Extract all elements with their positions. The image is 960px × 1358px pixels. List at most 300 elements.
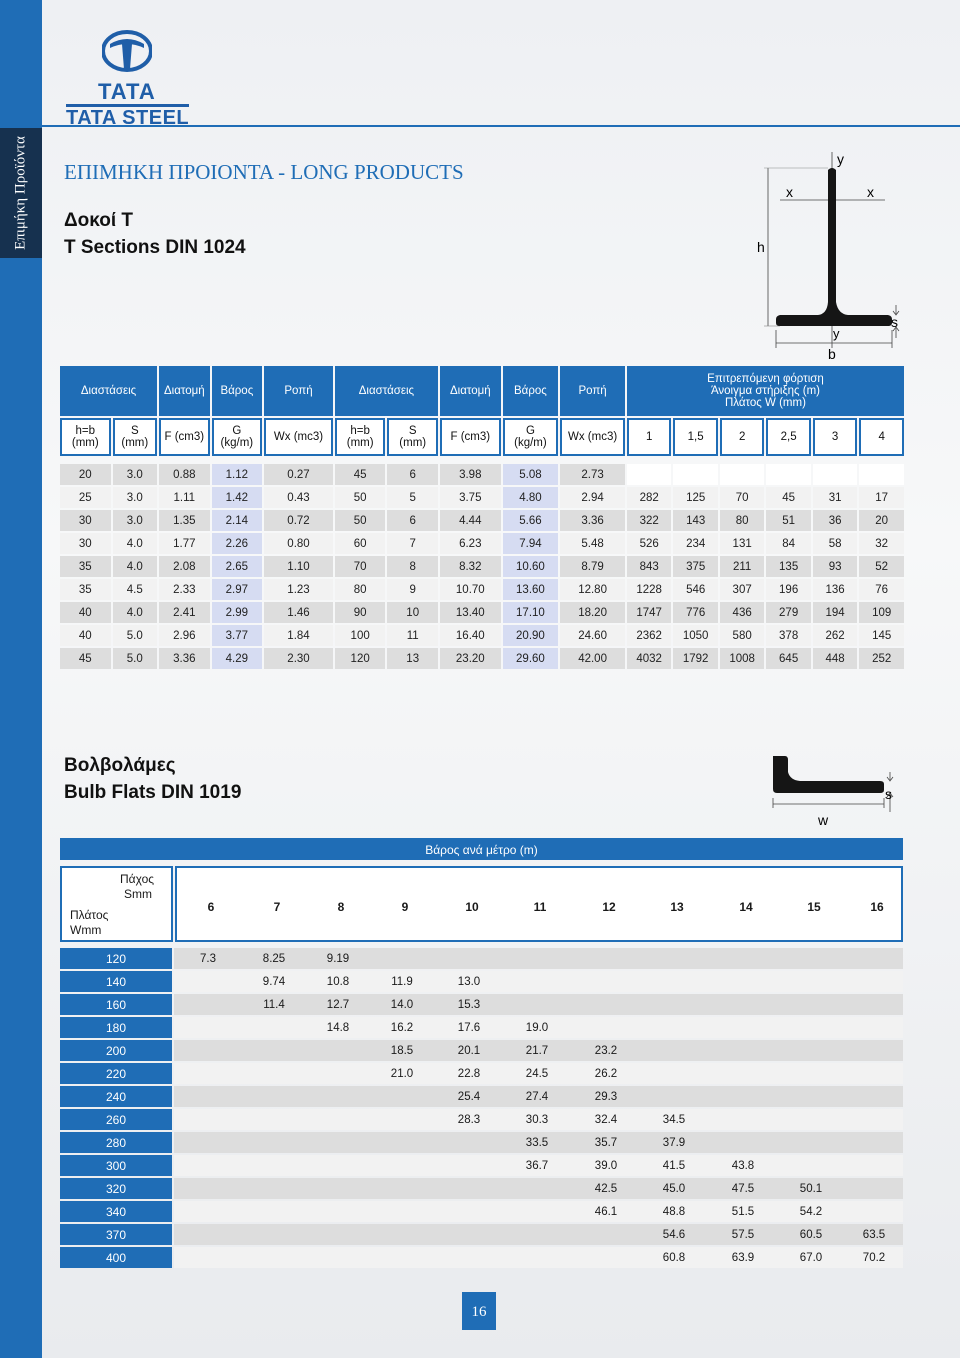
table-cell: 3.36 xyxy=(159,648,210,669)
weight-value: 13.0 xyxy=(457,976,481,988)
table-cell: 6 xyxy=(387,464,438,485)
column-header-line: Wx (mc3) xyxy=(567,431,618,443)
table-cell: 5.0 xyxy=(113,625,157,646)
table-cell: 17 xyxy=(859,487,904,508)
corner-width-unit: Wmm xyxy=(70,923,102,937)
table-cell: 0.43 xyxy=(264,487,333,508)
table-cell: 136 xyxy=(813,579,857,600)
table-cell: 448 xyxy=(813,648,857,669)
thickness-header: 8 xyxy=(337,900,345,914)
table-cell xyxy=(627,464,671,485)
table-cell: 36 xyxy=(813,510,857,531)
row-width: 240 xyxy=(60,1086,172,1107)
list-item xyxy=(60,1109,903,1130)
table-cell: 29.60 xyxy=(503,648,559,669)
table-cell: 70 xyxy=(720,487,764,508)
table-cell: 4032 xyxy=(627,648,671,669)
table-cell: 1050 xyxy=(673,625,717,646)
table-cell: 5 xyxy=(387,487,438,508)
table-cell: 60 xyxy=(335,533,386,554)
table-cell: 40 xyxy=(60,602,111,623)
weight-value: 9.74 xyxy=(262,976,286,988)
list-item xyxy=(60,948,903,969)
column-header xyxy=(264,418,333,456)
bulb-corner-cell xyxy=(60,866,173,942)
table-cell: 8 xyxy=(387,556,438,577)
diagram-x-left: x xyxy=(786,184,793,200)
table-cell xyxy=(859,464,904,485)
corner-bottom xyxy=(70,908,108,938)
column-header xyxy=(387,418,438,456)
table-cell: 0.88 xyxy=(159,464,210,485)
table-cell: 20.90 xyxy=(503,625,559,646)
table-cell: 30 xyxy=(60,510,111,531)
table-cell: 8.79 xyxy=(560,556,625,577)
column-header-line: S xyxy=(130,425,139,437)
tata-logo-icon xyxy=(102,30,152,80)
table-cell: 2.99 xyxy=(212,602,263,623)
weight-value: 17.6 xyxy=(457,1022,481,1034)
column-header-line: 4 xyxy=(878,431,885,443)
weight-value: 22.8 xyxy=(457,1068,481,1080)
table-cell: 10.70 xyxy=(440,579,501,600)
row-width: 220 xyxy=(60,1063,172,1084)
column-header xyxy=(159,418,210,456)
column-header-line: (mm) xyxy=(399,437,427,449)
weight-value: 11.4 xyxy=(263,999,285,1011)
weight-value: 15.3 xyxy=(457,999,481,1011)
table-cell: 51 xyxy=(766,510,810,531)
thickness-header: 14 xyxy=(739,900,753,914)
table-cell xyxy=(720,464,764,485)
table-cell: 1.42 xyxy=(212,487,263,508)
row-values xyxy=(174,1109,903,1130)
table-cell: 1.12 xyxy=(212,464,263,485)
table-cell: 2.08 xyxy=(159,556,210,577)
column-header xyxy=(859,418,904,456)
weight-value: 19.0 xyxy=(525,1022,549,1034)
table-cell: 35 xyxy=(60,556,111,577)
group-header: Ροπή xyxy=(264,366,333,416)
table-cell: 2.30 xyxy=(264,648,333,669)
table-row xyxy=(60,602,904,623)
table-cell: 2.65 xyxy=(212,556,263,577)
row-width: 320 xyxy=(60,1178,172,1199)
table-cell: 42.00 xyxy=(560,648,625,669)
weight-value: 54.6 xyxy=(662,1229,686,1241)
group-header: Ροπή xyxy=(560,366,625,416)
weight-value: 26.2 xyxy=(594,1068,618,1080)
table-cell: 196 xyxy=(766,579,810,600)
table-cell: 194 xyxy=(813,602,857,623)
column-header xyxy=(560,418,625,456)
row-width: 180 xyxy=(60,1017,172,1038)
weight-value: 27.4 xyxy=(525,1091,549,1103)
list-item xyxy=(60,1040,903,1061)
list-item xyxy=(60,1063,903,1084)
weight-value: 24.5 xyxy=(525,1068,549,1080)
row-width: 300 xyxy=(60,1155,172,1176)
row-values xyxy=(174,1201,903,1222)
table-cell: 80 xyxy=(720,510,764,531)
group-header: Διατομή xyxy=(440,366,501,416)
diagram-s: s xyxy=(891,314,898,330)
table-cell: 10 xyxy=(387,602,438,623)
weight-value: 48.8 xyxy=(662,1206,686,1218)
table-cell: 45 xyxy=(335,464,386,485)
table-cell: 80 xyxy=(335,579,386,600)
table-cell: 50 xyxy=(335,510,386,531)
table-cell: 0.27 xyxy=(264,464,333,485)
column-header-line: Wx (mc3) xyxy=(273,431,324,443)
table-cell: 1.77 xyxy=(159,533,210,554)
bulb-weight-header: Βάρος ανά μέτρο (m) xyxy=(60,838,903,860)
table-cell: 4.5 xyxy=(113,579,157,600)
row-values xyxy=(174,1155,903,1176)
table-cell: 2.73 xyxy=(560,464,625,485)
row-width: 140 xyxy=(60,971,172,992)
table-cell: 645 xyxy=(766,648,810,669)
diagram-b: b xyxy=(828,346,836,362)
table-row xyxy=(60,487,904,508)
weight-value: 50.1 xyxy=(799,1183,823,1195)
table-cell: 25 xyxy=(60,487,111,508)
table-cell: 282 xyxy=(627,487,671,508)
table-cell: 30 xyxy=(60,533,111,554)
table-cell: 2.26 xyxy=(212,533,263,554)
corner-width-label: Πλάτος xyxy=(70,908,109,922)
table-cell xyxy=(766,464,810,485)
weight-value: 36.7 xyxy=(525,1160,549,1172)
table-cell: 35 xyxy=(60,579,111,600)
table-cell: 131 xyxy=(720,533,764,554)
table-cell xyxy=(673,464,717,485)
list-item xyxy=(60,1155,903,1176)
corner-thickness-label: Πάχος xyxy=(120,872,155,886)
diagram-y-top: y xyxy=(837,151,844,167)
thickness-header: 16 xyxy=(870,900,884,914)
table-cell: 76 xyxy=(859,579,904,600)
t-sections-table xyxy=(58,364,906,671)
table-cell: 526 xyxy=(627,533,671,554)
weight-value: 34.5 xyxy=(662,1114,686,1126)
weight-value: 33.5 xyxy=(525,1137,549,1149)
bulb-table-header xyxy=(60,866,903,942)
group-header: Διαστάσεις xyxy=(60,366,157,416)
list-item xyxy=(60,1132,903,1153)
row-values xyxy=(174,994,903,1015)
table-cell: 776 xyxy=(673,602,717,623)
table-cell xyxy=(813,464,857,485)
column-header xyxy=(720,418,764,456)
row-width: 400 xyxy=(60,1247,172,1268)
column-header xyxy=(60,418,111,456)
list-item xyxy=(60,1247,903,1268)
diagram-w: w xyxy=(818,812,829,828)
table-cell: 9 xyxy=(387,579,438,600)
weight-value: 60.8 xyxy=(662,1252,686,1264)
table-cell: 20 xyxy=(859,510,904,531)
table-cell: 2.33 xyxy=(159,579,210,600)
column-header-line: (kg/m) xyxy=(514,437,547,449)
weight-value: 35.7 xyxy=(594,1137,618,1149)
column-header-line: (mm) xyxy=(346,437,374,449)
table-cell: 11 xyxy=(387,625,438,646)
table-cell: 12.80 xyxy=(560,579,625,600)
table-cell: 5.08 xyxy=(503,464,559,485)
column-header xyxy=(766,418,810,456)
table-cell: 1008 xyxy=(720,648,764,669)
table-cell: 17.10 xyxy=(503,602,559,623)
list-item xyxy=(60,1017,903,1038)
column-header xyxy=(440,418,501,456)
weight-value: 51.5 xyxy=(731,1206,755,1218)
table-cell: 1.84 xyxy=(264,625,333,646)
weight-value: 32.4 xyxy=(594,1114,618,1126)
table-cell: 2.97 xyxy=(212,579,263,600)
row-values xyxy=(174,1132,903,1153)
logo-tata-text: TATA xyxy=(98,79,156,104)
table-cell: 70 xyxy=(335,556,386,577)
row-values xyxy=(174,1224,903,1245)
row-width: 200 xyxy=(60,1040,172,1061)
table-cell: 2.14 xyxy=(212,510,263,531)
table-row xyxy=(60,464,904,485)
table-cell: 31 xyxy=(813,487,857,508)
table-cell: 6 xyxy=(387,510,438,531)
table-cell: 1228 xyxy=(627,579,671,600)
table-row xyxy=(60,556,904,577)
table-cell: 580 xyxy=(720,625,764,646)
row-width: 340 xyxy=(60,1201,172,1222)
load-header-line: Άνοιγμα στήριξης (m) xyxy=(710,385,820,397)
table-cell: 3.77 xyxy=(212,625,263,646)
weight-value: 10.8 xyxy=(326,976,350,988)
table-cell: 50 xyxy=(335,487,386,508)
weight-value: 30.3 xyxy=(525,1114,549,1126)
header-gap xyxy=(60,458,904,462)
group-header: Βάρος xyxy=(212,366,263,416)
table-cell: 0.72 xyxy=(264,510,333,531)
weight-value: 16.2 xyxy=(390,1022,414,1034)
table-cell: 32 xyxy=(859,533,904,554)
row-width: 370 xyxy=(60,1224,172,1245)
table-cell: 1.11 xyxy=(159,487,210,508)
weight-value: 12.7 xyxy=(326,999,350,1011)
column-header xyxy=(627,418,671,456)
column-header-line: G xyxy=(232,425,242,437)
table-cell: 4.0 xyxy=(113,602,157,623)
bulb-flat-diagram xyxy=(770,752,905,832)
group-header: Διατομή xyxy=(159,366,210,416)
corner-thickness-unit: Smm xyxy=(124,887,152,901)
thickness-header: 15 xyxy=(807,900,821,914)
list-item xyxy=(60,1201,903,1222)
table-cell: 7 xyxy=(387,533,438,554)
table-cell: 4.0 xyxy=(113,556,157,577)
column-header-line: h=b xyxy=(75,425,96,437)
table-cell: 234 xyxy=(673,533,717,554)
weight-value: 45.0 xyxy=(662,1183,686,1195)
table-cell: 1.35 xyxy=(159,510,210,531)
table-cell: 1747 xyxy=(627,602,671,623)
weight-value: 63.5 xyxy=(862,1229,886,1241)
table-cell: 4.0 xyxy=(113,533,157,554)
weight-value: 42.5 xyxy=(594,1183,618,1195)
table-cell: 4.44 xyxy=(440,510,501,531)
weight-value: 41.5 xyxy=(662,1160,686,1172)
table-cell: 16.40 xyxy=(440,625,501,646)
bulb-table-body xyxy=(60,948,903,1270)
table-cell: 6.23 xyxy=(440,533,501,554)
weight-value: 25.4 xyxy=(457,1091,481,1103)
thickness-header: 6 xyxy=(207,900,215,914)
table-cell: 1.23 xyxy=(264,579,333,600)
column-header xyxy=(113,418,157,456)
column-header xyxy=(503,418,559,456)
table-cell: 13 xyxy=(387,648,438,669)
table-cell: 58 xyxy=(813,533,857,554)
list-item xyxy=(60,994,903,1015)
weight-value: 67.0 xyxy=(799,1252,823,1264)
column-header-line: 1 xyxy=(645,431,653,443)
diagram-y-bottom: y xyxy=(833,326,840,341)
table-row xyxy=(60,579,904,600)
table-cell: 20 xyxy=(60,464,111,485)
row-width: 120 xyxy=(60,948,172,969)
row-width: 160 xyxy=(60,994,172,1015)
table-cell: 5.0 xyxy=(113,648,157,669)
weight-value: 70.2 xyxy=(862,1252,886,1264)
table-cell: 40 xyxy=(60,625,111,646)
list-item xyxy=(60,1224,903,1245)
table-cell: 375 xyxy=(673,556,717,577)
table-cell: 2362 xyxy=(627,625,671,646)
list-item xyxy=(60,1178,903,1199)
thickness-header: 9 xyxy=(401,900,409,914)
table-cell: 23.20 xyxy=(440,648,501,669)
bulb-thickness-headers xyxy=(175,866,903,942)
sidebar-label: Επιμήκη Προϊόντα xyxy=(12,136,29,250)
table-cell: 3.75 xyxy=(440,487,501,508)
column-header-line: (kg/m) xyxy=(220,437,254,449)
table-cell: 145 xyxy=(859,625,904,646)
weight-value: 18.5 xyxy=(390,1045,414,1057)
thickness-header: 12 xyxy=(602,900,616,914)
table-cell: 4.80 xyxy=(503,487,559,508)
column-header xyxy=(212,418,263,456)
weight-value: 39.0 xyxy=(594,1160,618,1172)
weight-value: 7.3 xyxy=(200,953,216,965)
table-cell: 3.0 xyxy=(113,510,157,531)
table-cell: 307 xyxy=(720,579,764,600)
weight-value: 47.5 xyxy=(731,1183,755,1195)
table-cell: 1.10 xyxy=(264,556,333,577)
weight-value: 37.9 xyxy=(662,1137,686,1149)
column-header xyxy=(813,418,857,456)
table-cell: 2.41 xyxy=(159,602,210,623)
table-cell: 843 xyxy=(627,556,671,577)
table-cell: 13.40 xyxy=(440,602,501,623)
row-values xyxy=(174,1063,903,1084)
weight-value: 23.2 xyxy=(594,1045,618,1057)
row-values xyxy=(174,1040,903,1061)
row-values xyxy=(174,948,903,969)
table-cell: 3.0 xyxy=(113,464,157,485)
table-cell: 3.98 xyxy=(440,464,501,485)
table-cell: 10.60 xyxy=(503,556,559,577)
table-cell: 84 xyxy=(766,533,810,554)
row-values xyxy=(174,1017,903,1038)
row-values xyxy=(174,1247,903,1268)
table-cell: 90 xyxy=(335,602,386,623)
t-column-headers xyxy=(60,418,904,456)
table-row xyxy=(60,648,904,669)
load-header-line: Επιτρεπόμενη φόρτιση xyxy=(707,373,824,385)
table-cell: 279 xyxy=(766,602,810,623)
table-row xyxy=(60,625,904,646)
weight-value: 8.25 xyxy=(262,953,286,965)
corner-top xyxy=(120,872,154,902)
table-cell: 5.66 xyxy=(503,510,559,531)
weight-value: 21.0 xyxy=(390,1068,414,1080)
t-sections-title-gr: Δοκοί Τ xyxy=(64,210,133,231)
diagram-x-right: x xyxy=(867,184,874,200)
table-cell: 52 xyxy=(859,556,904,577)
thickness-header: 11 xyxy=(533,900,547,914)
weight-value: 60.5 xyxy=(799,1229,823,1241)
group-header: Βάρος xyxy=(503,366,559,416)
table-cell: 143 xyxy=(673,510,717,531)
diagram-h: h xyxy=(757,239,765,255)
list-item xyxy=(60,1086,903,1107)
weight-value: 43.8 xyxy=(731,1160,755,1172)
table-cell: 252 xyxy=(859,648,904,669)
table-cell: 3.0 xyxy=(113,487,157,508)
table-cell: 100 xyxy=(335,625,386,646)
row-values xyxy=(174,1086,903,1107)
table-row xyxy=(60,510,904,531)
row-values xyxy=(174,1178,903,1199)
table-cell: 5.48 xyxy=(560,533,625,554)
table-cell: 378 xyxy=(766,625,810,646)
table-cell: 546 xyxy=(673,579,717,600)
load-header-line: Πλάτος W (mm) xyxy=(725,397,806,409)
table-cell: 24.60 xyxy=(560,625,625,646)
list-item xyxy=(60,971,903,992)
table-row xyxy=(60,533,904,554)
column-header-line: 3 xyxy=(831,431,839,443)
column-header-line: F (cm3) xyxy=(450,431,491,443)
table-cell: 18.20 xyxy=(560,602,625,623)
table-cell: 436 xyxy=(720,602,764,623)
table-cell: 135 xyxy=(766,556,810,577)
group-header: Διαστάσεις xyxy=(335,366,438,416)
column-header-line: h=b xyxy=(350,425,370,437)
table-cell: 0.80 xyxy=(264,533,333,554)
column-header-line: G xyxy=(525,425,535,437)
tata-steel-logo xyxy=(62,22,192,129)
column-header xyxy=(335,418,386,456)
column-header-line: F (cm3) xyxy=(164,431,205,443)
table-cell: 13.60 xyxy=(503,579,559,600)
table-cell: 4.29 xyxy=(212,648,263,669)
row-width: 260 xyxy=(60,1109,172,1130)
weight-value: 21.7 xyxy=(525,1045,549,1057)
table-cell: 211 xyxy=(720,556,764,577)
column-header-line: 2 xyxy=(738,431,746,443)
bulb-title-en: Bulb Flats DIN 1019 xyxy=(64,782,242,803)
